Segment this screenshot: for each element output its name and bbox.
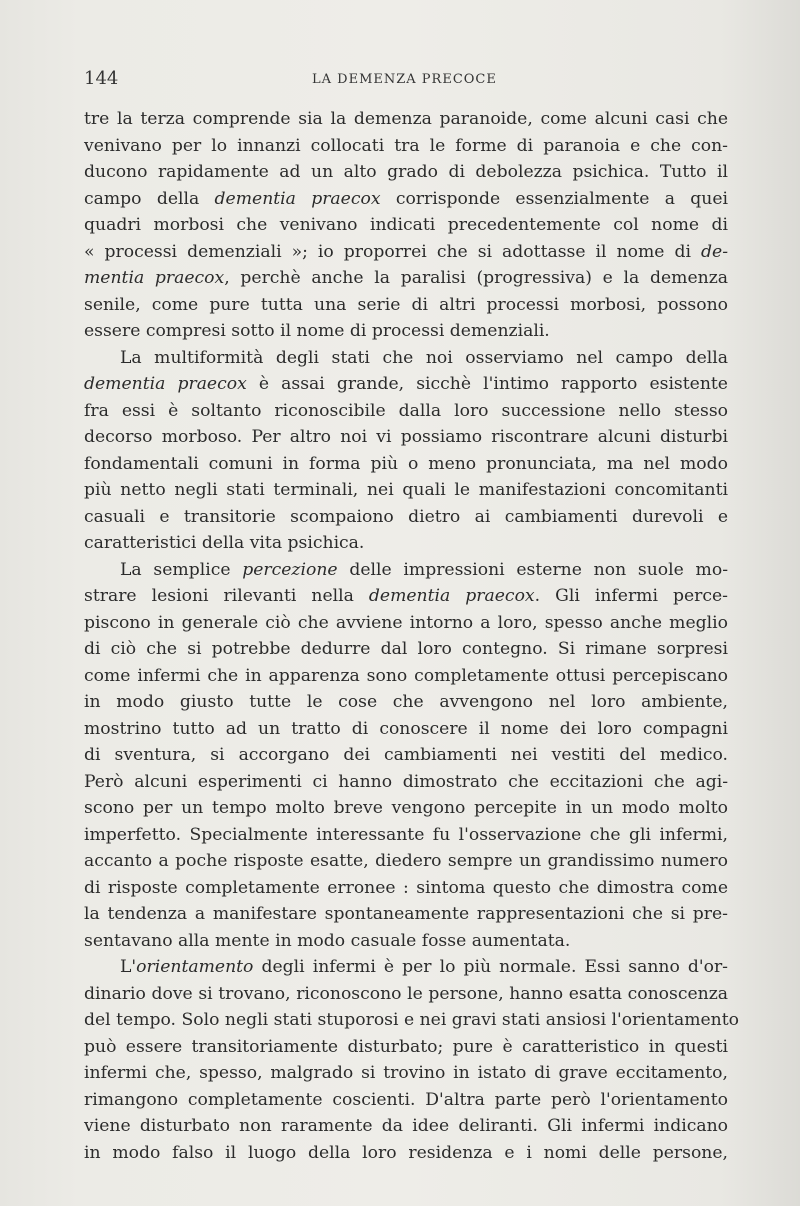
text-line xyxy=(84,318,728,345)
text-segment: La multiformità degli stati che noi osserviamo nel campo della xyxy=(120,347,728,368)
text-segment: è assai grande, sicchè l'intimo rapporto esistente xyxy=(246,374,728,394)
text-line xyxy=(84,689,728,716)
text-line xyxy=(84,530,728,557)
text-segment: scono per un tempo molto breve vengono percepite in un modo molto xyxy=(84,798,728,818)
text-segment: essere compresi sotto il nome di processi demenziali. xyxy=(84,321,550,341)
text-segment: fondamentali comuni in forma più o meno pronunciata, ma nel modo xyxy=(84,453,728,474)
text-line xyxy=(84,742,728,769)
text-line xyxy=(84,265,728,292)
text-segment: piscono in generale ciò che avviene intorno a loro, spesso anche meglio xyxy=(84,612,728,633)
text-line xyxy=(84,477,728,504)
text-segment: ducono rapidamente ad un alto grado di debolezza psichica. Tutto il xyxy=(84,162,728,182)
text-line xyxy=(84,345,728,372)
text-line xyxy=(84,1034,728,1061)
text-line xyxy=(84,424,728,451)
italic-term: mentia praecox xyxy=(84,268,225,288)
text-line xyxy=(84,769,728,796)
text-segment: del tempo. Solo negli stati stuporosi e nei gravi stati ansiosi l'orientamento xyxy=(84,1010,739,1030)
text-segment: fra essi è soltanto riconoscibile dalla loro successione nello stesso xyxy=(84,400,728,421)
text-line xyxy=(84,239,728,266)
text-line xyxy=(84,371,728,398)
text-line xyxy=(84,106,728,133)
text-line xyxy=(84,1087,728,1114)
text-line xyxy=(84,901,728,928)
text-line xyxy=(84,1113,728,1140)
text-segment: viene disturbato non raramente da idee deliranti. Gli infermi indicano xyxy=(84,1116,728,1136)
text-line xyxy=(84,1140,728,1167)
text-segment: L' xyxy=(120,957,137,977)
italic-term: dementia praecox xyxy=(84,374,247,394)
text-segment: di ciò che si potrebbe dedurre dal loro contegno. Si rimane sorpresi xyxy=(84,639,728,659)
text-segment: imperfetto. Specialmente interessante fu l'osservazione che gli infermi, xyxy=(84,824,728,845)
text-segment: senile, come pure tutta una serie di altri processi morbosi, possono xyxy=(84,294,728,315)
text-line xyxy=(84,875,728,902)
text-segment: sentavano alla mente in modo casuale fosse aumentata. xyxy=(84,930,571,951)
italic-term: orientamento xyxy=(136,957,254,977)
text-segment: caratteristici della vita psichica. xyxy=(84,533,365,553)
text-segment: tre la terza comprende sia la demenza paranoide, come alcuni casi che xyxy=(84,109,728,129)
text-segment: può essere transitoriamente disturbato; pure è caratteristico in questi xyxy=(84,1036,728,1057)
text-segment: Però alcuni esperimenti ci hanno dimostrato che eccitazioni che agi- xyxy=(84,771,728,792)
text-segment: mostrino tutto ad un tratto di conoscere il nome dei loro compagni xyxy=(84,718,728,739)
body-text xyxy=(84,106,739,1166)
text-line xyxy=(84,186,728,213)
text-line xyxy=(84,1007,739,1034)
text-line xyxy=(84,451,728,478)
text-line xyxy=(84,663,728,690)
text-line xyxy=(84,1060,728,1087)
text-segment: più netto negli stati terminali, nei quali le manifestazioni concomitanti xyxy=(84,480,728,500)
italic-term: percezione xyxy=(242,559,338,580)
text-line xyxy=(84,583,728,610)
text-segment: casuali e transitorie scompaiono dietro ai cambiamenti durevoli e xyxy=(84,506,728,527)
text-line xyxy=(84,398,728,425)
running-title: LA DEMENZA PRECOCE xyxy=(312,72,497,87)
text-segment: come infermi che in apparenza sono completamente ottusi percepiscano xyxy=(84,665,728,686)
italic-term: dementia praecox xyxy=(214,188,381,209)
text-line xyxy=(84,292,728,319)
text-line xyxy=(84,716,728,743)
text-line xyxy=(84,981,728,1008)
text-line xyxy=(84,795,728,822)
text-line xyxy=(84,159,728,186)
page-number: 144 xyxy=(84,68,119,89)
text-line xyxy=(84,504,728,531)
text-segment: in modo giusto tutte le cose che avvengono nel loro ambiente, xyxy=(84,692,728,712)
text-segment: campo della xyxy=(84,188,215,209)
text-segment: strare lesioni rilevanti nella xyxy=(84,586,369,606)
text-line xyxy=(84,848,728,875)
text-segment: dinario dove si trovano, riconoscono le persone, hanno esatta conoscenza xyxy=(84,983,728,1004)
italic-term: de- xyxy=(701,241,728,262)
text-segment: la tendenza a manifestare spontaneamente rappresentazioni che si pre- xyxy=(84,904,728,924)
text-segment: delle impressioni esterne non suole mo- xyxy=(337,559,728,580)
italic-term: dementia praecox xyxy=(368,586,535,606)
text-segment: degli infermi è per lo più normale. Essi sanno d'or- xyxy=(253,957,728,977)
text-segment: . Gli infermi perce- xyxy=(534,586,728,606)
text-line xyxy=(84,557,728,584)
text-segment: corrisponde essenzialmente a quei xyxy=(380,188,728,209)
page-header xyxy=(84,68,724,94)
text-segment: quadri morbosi che venivano indicati precedentemente col nome di xyxy=(84,215,728,235)
text-segment: venivano per lo innanzi collocati tra le forme di paranoia e che con- xyxy=(84,135,728,156)
text-line xyxy=(84,636,728,663)
text-segment: infermi che, spesso, malgrado si trovino in istato di grave eccitamento, xyxy=(84,1063,728,1083)
text-segment: , perchè anche la paralisi (progressiva) e la demenza xyxy=(224,268,728,288)
text-line xyxy=(84,133,728,160)
text-line xyxy=(84,928,728,955)
text-line xyxy=(84,610,728,637)
text-segment: di sventura, si accorgano dei cambiamenti nei vestiti del medico. xyxy=(84,745,728,765)
text-line xyxy=(84,954,728,981)
text-segment: rimangono completamente coscienti. D'altra parte però l'orientamento xyxy=(84,1089,728,1110)
text-segment: in modo falso il luogo della loro residenza e i nomi delle persone, xyxy=(84,1142,728,1163)
text-segment: di risposte completamente erronee : sintoma questo che dimostra come xyxy=(84,877,728,898)
text-line xyxy=(84,822,728,849)
text-segment: accanto a poche risposte esatte, diedero sempre un grandissimo numero xyxy=(84,851,728,871)
text-segment: decorso morboso. Per altro noi vi possiamo riscontrare alcuni disturbi xyxy=(84,427,728,447)
text-segment: La semplice xyxy=(120,559,243,580)
text-segment: « processi demenziali »; io proporrei che si adottasse il nome di xyxy=(84,241,702,262)
text-line xyxy=(84,212,728,239)
